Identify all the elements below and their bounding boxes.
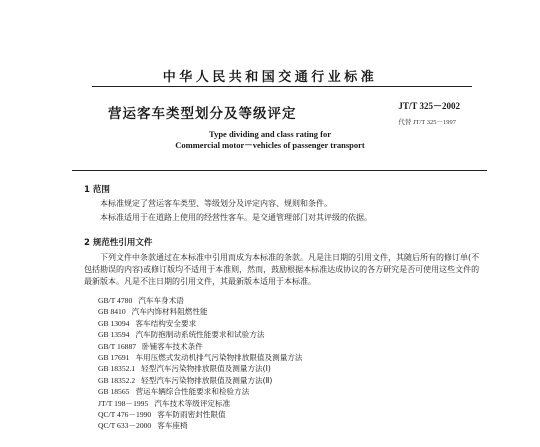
- reference-name: 车用压燃式发动机排气污染物排放限值及测量方法: [135, 353, 303, 363]
- section-paragraph: 本标准适用于在道路上使用的经营性客车。是交通管理部门对其评级的依据。: [100, 213, 372, 222]
- replaces-note: 代替 JT/T 325－1997: [398, 119, 456, 126]
- section-paragraph: 本标准规定了营运客车类型、等级划分及评定内容、规则和条件。: [100, 199, 332, 208]
- reference-name: 轻型汽车污染物排放限值及测量方法(Ⅱ): [141, 375, 273, 385]
- reference-name: 营运车辆综合性能要求和检验方法: [135, 387, 250, 397]
- reference-code: GB 18565: [98, 387, 130, 397]
- reference-code: QC/T 633－2000: [98, 421, 152, 431]
- header-rule: [92, 86, 472, 87]
- reference-code: GB/T 4780: [98, 296, 133, 305]
- reference-name: 汽车技术等级评定标准: [154, 398, 231, 408]
- list-item: [98, 295, 303, 306]
- reference-code: GB 18352.1: [98, 364, 136, 374]
- org-title: 中华人民共和国交通行业标准: [162, 70, 378, 85]
- list-item: [98, 363, 303, 374]
- section-paragraph: 下列文件中条款通过在本标准中引用而成为本标准的条款。凡是注日期的引用文件，其随后所有的修订单(不包括勘误的内容)或修订版均不适用于本准则，然而，鼓励根据本标准达成协议的各方研究是否可使用这些文件的最新版本。凡是不注日期的引用文件，其最新版本适用于本标准。: [84, 253, 480, 286]
- reference-list: [98, 295, 303, 432]
- list-item: [98, 306, 303, 317]
- reference-name: 客车防雨密封性限值: [157, 410, 226, 420]
- reference-code: GB 13094: [98, 318, 130, 328]
- list-item: [98, 329, 303, 340]
- list-item: [98, 386, 303, 397]
- section-heading-references: 2 规范性引用文件: [84, 238, 153, 248]
- reference-name: 汽车防抱制动系统性能要求和试验方法: [135, 330, 265, 340]
- reference-code: GB 17691: [98, 353, 130, 363]
- reference-code: GB 8410: [98, 307, 126, 317]
- list-item: [98, 420, 303, 431]
- reference-name: 客车结构安全要求: [135, 318, 197, 328]
- document-title: 营运客车类型划分及等级评定: [108, 106, 297, 122]
- title-rule: [72, 170, 487, 171]
- english-title-line-2: Commercial motor－vehicles of passenger transport: [175, 140, 365, 150]
- english-title: [0, 129, 540, 151]
- reference-name: 轻型汽车污染物排放限值及测量方法(Ⅰ): [141, 364, 271, 374]
- list-item: [98, 352, 303, 363]
- list-item: [98, 341, 303, 352]
- reference-name: 卧铺客车技术条件: [142, 341, 203, 351]
- reference-code: GB 13594: [98, 330, 130, 340]
- english-title-line-1: Type dividing and class rating for: [209, 129, 331, 139]
- list-item: [98, 375, 303, 386]
- reference-code: GB/T 16887: [98, 341, 137, 351]
- reference-code: QC/T 476－1990: [98, 410, 152, 420]
- list-item: [98, 409, 303, 420]
- reference-name: 汽车车身术语: [138, 296, 184, 305]
- list-item: [98, 398, 303, 409]
- reference-code: JT/T 198－1995: [98, 398, 149, 408]
- section-heading-scope: 1 范围: [84, 185, 110, 195]
- reference-name: 汽车内饰材料阻燃性能: [131, 307, 208, 317]
- reference-code: GB 18352.2: [98, 375, 136, 385]
- reference-name: 客车座椅: [157, 421, 188, 431]
- standard-number: JT/T 325－2002: [398, 101, 460, 111]
- list-item: [98, 318, 303, 329]
